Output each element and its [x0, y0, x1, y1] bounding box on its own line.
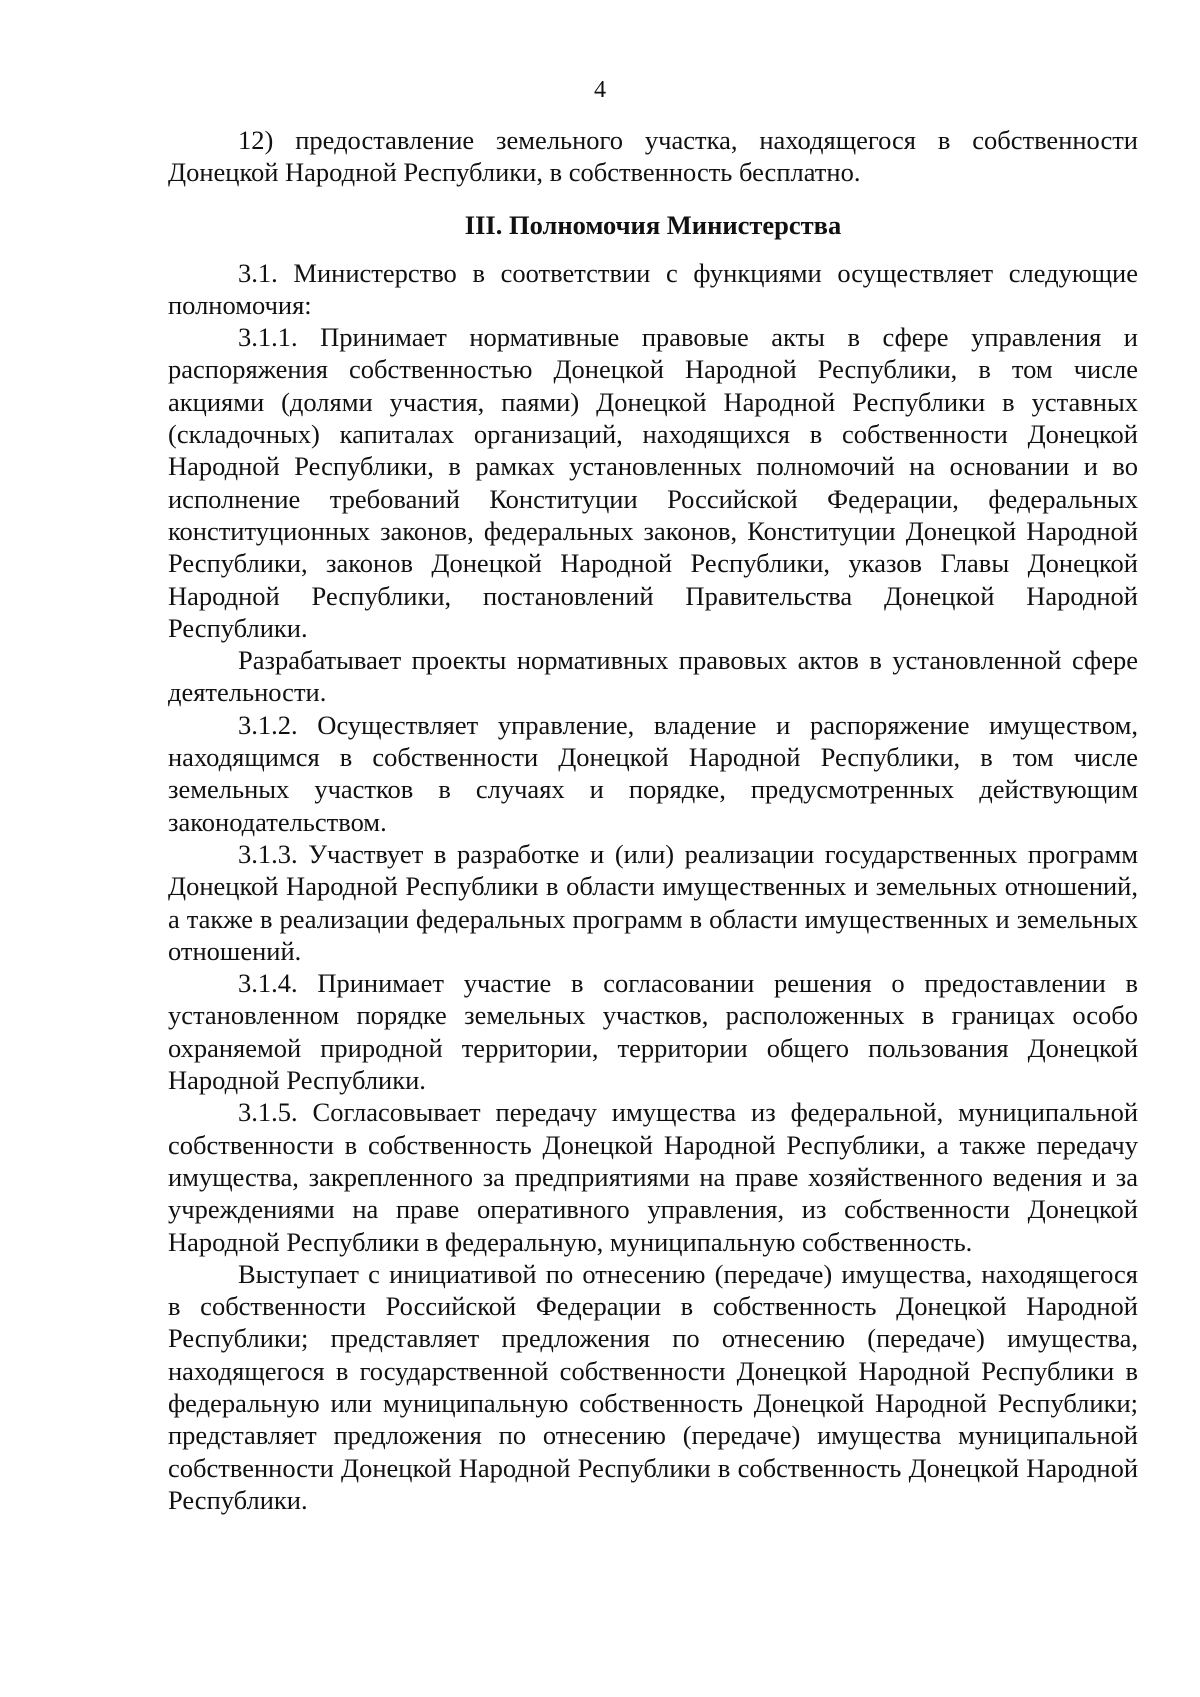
paragraph-3-1-2: 3.1.2. Осуществляет управление, владение и распоряжение имуществом, находящимся в собственности Донецкой Народной Республики, в том числе земельных участков в случаях и порядке, предусмотренных действующим законодательством. — [168, 709, 1138, 837]
document-body — [168, 124, 1138, 1516]
section-heading: III. Полномочия Министерства — [464, 209, 842, 240]
paragraph-3-1-3: 3.1.3. Участвует в разработке и (или) реализации государственных программ Донецкой Народной Республики в области имущественных и земельных отношений, а также в реализации федеральных программ в области имущественных и земельных отношений. — [168, 838, 1138, 966]
paragraph-3-1-4: 3.1.4. Принимает участие в согласовании решения о предоставлении в установленном порядке земельных участков, расположенных в границах особо охраняемой природной территории, территории общего пользования Донецкой Народной Республики. — [168, 968, 1138, 1096]
paragraph-3-1-1-continued: Разрабатывает проекты нормативных правовых актов в установленной сфере деятельности. — [168, 645, 1138, 708]
paragraph-3-1-5: 3.1.5. Согласовывает передачу имущества из федеральной, муниципальной собственности в собственность Донецкой Народной Республики, а также передачу имущества, закрепленного за предприятиями на праве хозяйственного ведения и за учреждениями на праве оперативного управления, из собственности Донецкой Народной Республики в федеральную, муниципальную собственность. — [168, 1097, 1138, 1257]
page-number: 4 — [594, 77, 606, 103]
paragraph-item-12: 12) предоставление земельного участка, находящегося в собственности Донецкой Народной Республики, в собственность бесплатно. — [168, 125, 1138, 188]
paragraph-3-1-1: 3.1.1. Принимает нормативные правовые акты в сфере управления и распоряжения собственностью Донецкой Народной Республики, в том числе акциями (долями участия, паями) Донецкой Народной Республики в уставных (складочных) капиталах организаций, находящихся в собственности Донецкой Народной Республики, в рамках установленных полномочий на основании и во исполнение требований Конституции Российской Федерации, федеральных конституционных законов, федеральных законов, Конституции Донецкой Народной Республики, законов Донецкой Народной Республики, указов Главы Донецкой Народной Республики, постановлений Правительства Донецкой Народной Республики. — [168, 322, 1138, 643]
paragraph-3-1: 3.1. Министерство в соответствии с функциями осуществляет следующие полномочия: — [168, 257, 1138, 320]
paragraph-3-1-5-continued: Выступает с инициативой по отнесению (передаче) имущества, находящегося в собственности Российской Федерации в собственность Донецкой Народной Республики; представляет предложения по отнесению (передаче) имущества, находящегося в государственной собственности Донецкой Народной Республики в федеральную или муниципальную собственность Донецкой Народной Республики; представляет предложения по отнесению (передаче) имущества муниципальной собственности Донецкой Народной Республики в собственность Донецкой Народной Республики. — [168, 1258, 1138, 1515]
